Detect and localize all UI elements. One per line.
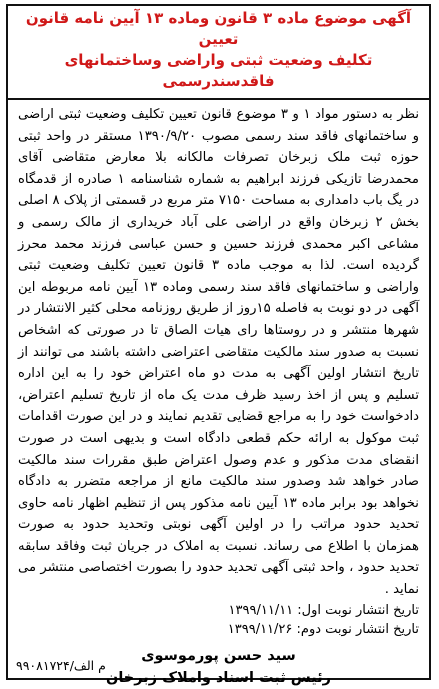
title-line-2: تکلیف وضعیت ثبتی واراضی وساختمانهای فاقدسندرسمی — [64, 51, 373, 90]
notice-body — [8, 100, 429, 601]
notice-title — [8, 6, 429, 92]
publication-dates — [8, 601, 429, 639]
signer-title: رئیس ثبت اسناد واملاک زبرخان — [105, 669, 332, 686]
signer-name: سید حسن پورموسوی — [141, 647, 296, 664]
notice-code: م الف/۹۹۰۸۱۷۲۴ — [16, 658, 106, 673]
first-publication-date: تاریخ انتشار نوبت اول: ۱۳۹۹/۱۱/۱۱ — [228, 602, 419, 618]
second-publication-date: تاریخ انتشار نوبت دوم: ۱۳۹۹/۱۱/۲۶ — [227, 621, 419, 637]
title-line-1: آگهی موضوع ماده ۳ قانون وماده ۱۳ آیین نامه قانون تعیین — [25, 9, 412, 48]
body-paragraph: نظر به دستور مواد ۱ و ۳ موضوع قانون تعیین تکلیف وضعیت ثبتی اراضی و ساختمانهای فاقد سند رسمی مصوب ۱۳۹۰/۹/۲۰ مستقر در واحد ثبتی حوزه ثبت ملک زبرخان تصرفات مالکانه بلا معارض متقاضی آقای محمدرضا تازیکی فرزند ابراهیم به شماره شناسنامه ۱ صادره از قدمگاه در یگ باب دامداری به مساحت ۷۱۵۰ متر مربع در قسمتی از پلاک ۸ اصلی بخش ۲ زبرخان واقع در اراضی علی آباد خریداری از مالک رسمی و مشاعی اکبر محمدی فرزند حسین و حسن عباسی فرزند محمد محرز گردیده است. لذا به موجب ماده ۳ قانون تعیین تکلیف وضعیت ثبتی واراضی و ساختمانهای فاقد سند رسمی وماده ۱۳ آیین نامه مربوطه این آگهی در دو نوبت به فاصله ۱۵روز از طریق روزنامه محلی کثیر الانتشار در شهرها منتشر و در روستاها رای هیات الصاق تا در صورتی که اشخاص نسبت به صدور سند مالکیت متقاضی اعتراضی داشته باشند می توانند از تاریخ انتشار اولین آگهی به مدت دو ماه اعتراض خود را به این اداره تسلیم و پس از اخذ رسید ظرف مدت یک ماه از تاریخ تسلیم اعتراض، دادخواست خود را به مراجع قضایی تقدیم نمایند و در این صورت اقدامات ثبت موکول به ارائه حکم قطعی دادگاه است و بدیهی است در صورت انقضای مدت مذکور و عدم وصول اعتراض طبق مقررات سند مالکیت صادر خواهد شد وصدور سند مالکیت مانع از مراجعه متضرر به دادگاه نخواهد بود برابر ماده ۱۳ آیین نامه مذکور پس از تنظیم اظهار نامه حاوی تحدید حدود مراتب را در اولین آگهی نوبتی وتحدید حدود به صورت همزمان با اطلاع می رساند. نسبت به املاک در جریان ثبت وفاقد سابقه تحدید حدود ، واحد ثبتی آگهی تحدید حدود را بصورت اختصاصی منتشر می نماید . — [18, 107, 419, 598]
notice-frame — [6, 4, 431, 686]
